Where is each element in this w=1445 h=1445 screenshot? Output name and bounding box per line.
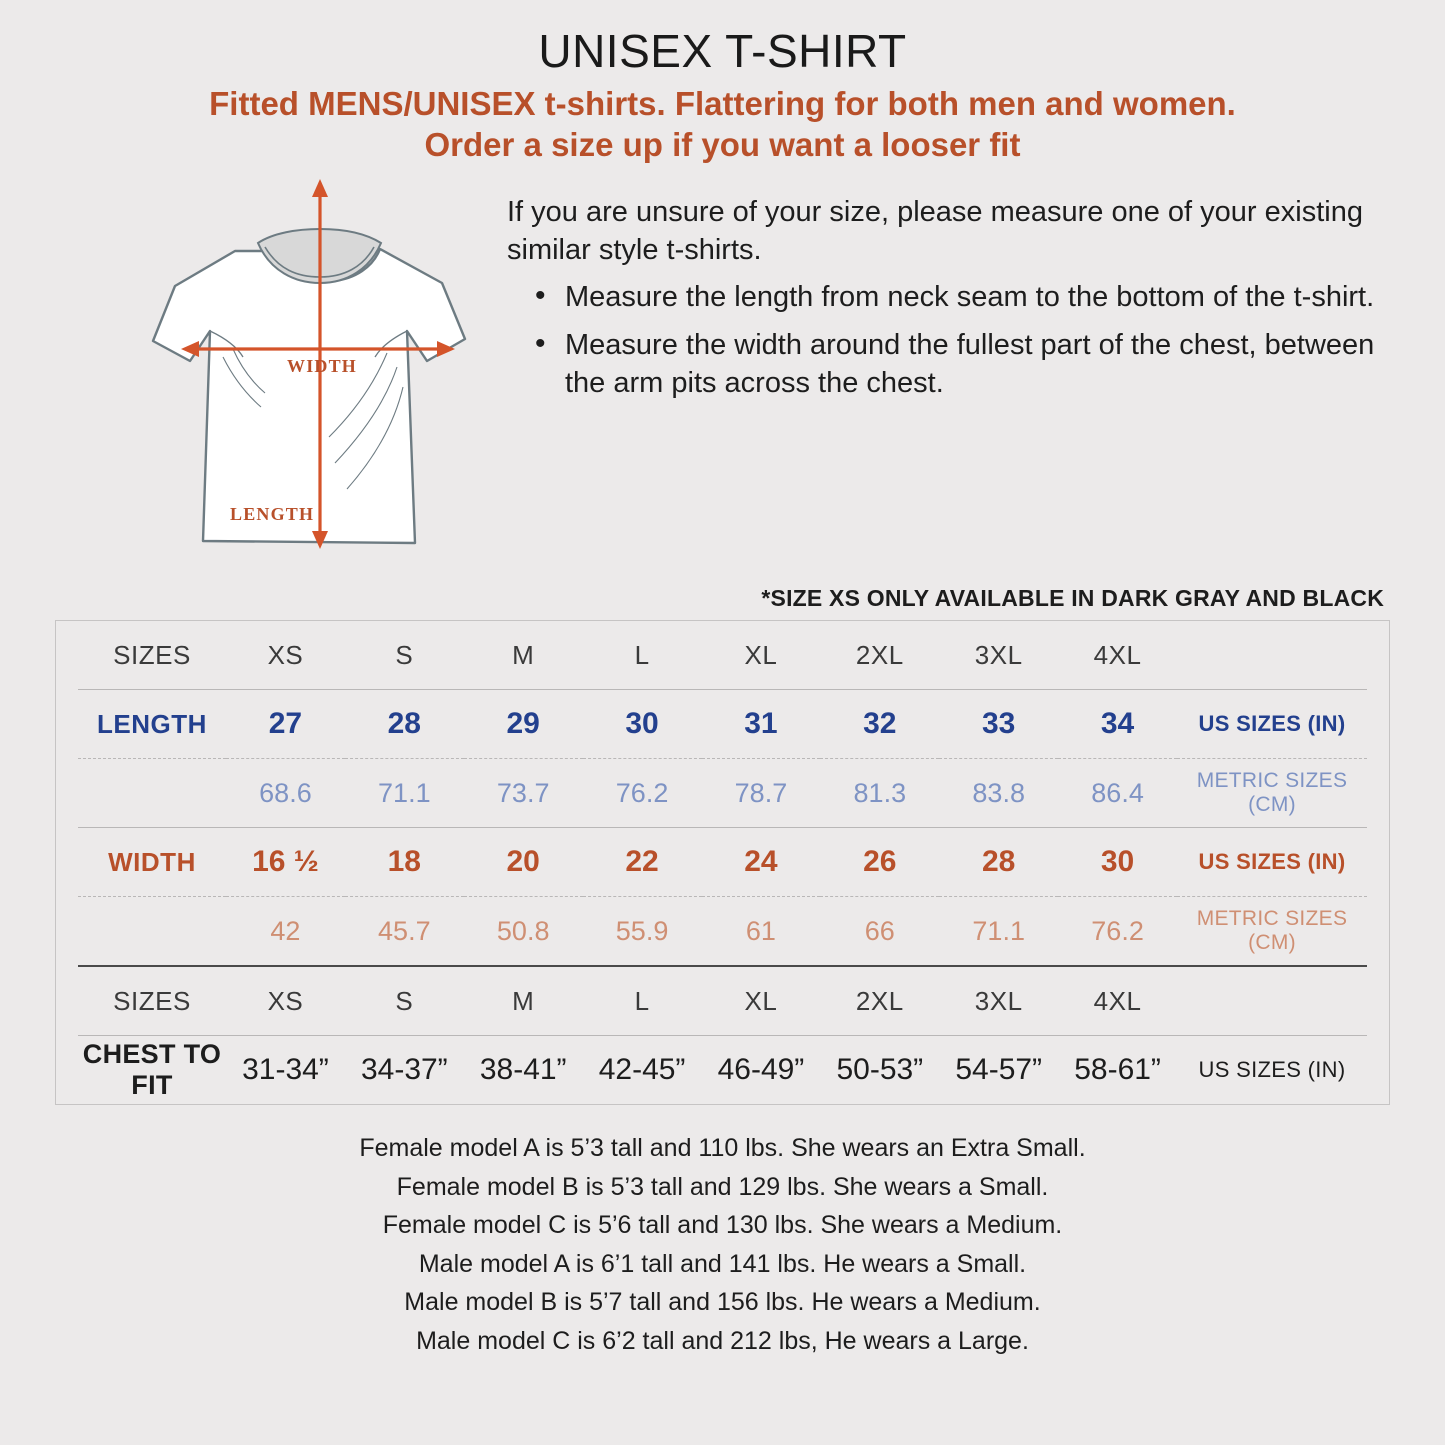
size-header-m: M	[464, 621, 583, 690]
size-table-container	[55, 620, 1390, 1105]
model-note-line: Female model C is 5’6 tall and 130 lbs. She wears a Medium.	[382, 1211, 1063, 1240]
length-in-m: 29	[464, 690, 583, 759]
model-note-line: Male model B is 5’7 tall and 156 lbs. He wears a Medium.	[404, 1288, 1041, 1317]
size-header-3xl: 3XL	[939, 621, 1058, 690]
length-in-s: 28	[345, 690, 464, 759]
chest-m: 38-41”	[479, 1053, 567, 1087]
availability-note: *SIZE XS ONLY AVAILABLE IN DARK GRAY AND BLACK	[761, 585, 1384, 612]
row-label-width: WIDTH	[78, 828, 226, 897]
size-header-xl: XL	[702, 621, 821, 690]
model-note-line: Male model A is 6’1 tall and 141 lbs. He wears a Small.	[418, 1249, 1027, 1278]
width-in-s: 18	[345, 828, 464, 897]
size-header-xs: XS	[226, 621, 345, 690]
row-label-length-metric	[78, 759, 226, 828]
width-cm-s: 45.7	[345, 897, 464, 967]
length-cm-l: 76.2	[583, 759, 702, 828]
length-unit-us: US SIZES (IN)	[1177, 690, 1367, 759]
table-row	[78, 897, 1367, 967]
length-in-4xl: 34	[1058, 690, 1177, 759]
size-header-4xl: 4XL	[1058, 621, 1177, 690]
row-label-chest-to-fit: CHEST TO FIT	[82, 1039, 222, 1101]
instructions-lead: If you are unsure of your size, please measure one of your existing similar style t-shirts.	[507, 196, 1363, 267]
width-in-l: 22	[583, 828, 702, 897]
table-row	[78, 966, 1367, 1036]
chest-size-header-xl: XL	[702, 966, 821, 1036]
row-label-length: LENGTH	[78, 690, 226, 759]
chest-size-header-4xl: 4XL	[1058, 966, 1177, 1036]
width-in-3xl: 28	[939, 828, 1058, 897]
width-cm-2xl: 66	[820, 897, 939, 967]
chest-size-header-l: L	[583, 966, 702, 1036]
instructions-list	[507, 278, 1390, 403]
subtitle-line-1: Fitted MENS/UNISEX t-shirts. Flattering for both men and women.	[209, 84, 1236, 122]
length-cm-4xl: 86.4	[1058, 759, 1177, 828]
list-item: • Measure the width around the fullest part of the chest, between the arm pits across the chest.	[565, 326, 1390, 403]
chest-sizes-header-label: SIZES	[78, 966, 226, 1036]
model-note-line: Female model B is 5’3 tall and 129 lbs. She wears a Small.	[396, 1172, 1049, 1201]
length-cm-s: 71.1	[345, 759, 464, 828]
length-in-3xl: 33	[939, 690, 1058, 759]
length-cm-xl: 78.7	[702, 759, 821, 828]
chest-3xl: 54-57”	[955, 1053, 1043, 1087]
chest-s: 34-37”	[360, 1053, 448, 1087]
width-in-4xl: 30	[1058, 828, 1177, 897]
chest-size-header-xs: XS	[226, 966, 345, 1036]
width-cm-xl: 61	[702, 897, 821, 967]
unit-header-empty	[1177, 621, 1367, 690]
width-cm-xs: 42	[226, 897, 345, 967]
width-cm-3xl: 71.1	[939, 897, 1058, 967]
chest-unit-header-empty	[1177, 966, 1367, 1036]
length-in-l: 30	[583, 690, 702, 759]
tshirt-diagram	[55, 171, 495, 571]
table-row	[78, 1036, 1367, 1105]
measuring-instructions	[495, 171, 1390, 412]
width-in-m: 20	[464, 828, 583, 897]
page-title: UNISEX T-SHIRT	[538, 25, 907, 77]
width-label: WIDTH	[287, 356, 358, 377]
subtitle-line-2: Order a size up if you want a looser fit	[424, 125, 1021, 163]
chest-size-header-s: S	[345, 966, 464, 1036]
table-row	[78, 621, 1367, 690]
table-row	[78, 759, 1367, 828]
width-cm-4xl: 76.2	[1058, 897, 1177, 967]
chest-l: 42-45”	[598, 1053, 686, 1087]
length-in-xl: 31	[702, 690, 821, 759]
width-in-2xl: 26	[820, 828, 939, 897]
table-row	[78, 828, 1367, 897]
model-notes	[55, 1131, 1390, 1359]
sizes-header-label: SIZES	[78, 621, 226, 690]
size-header-l: L	[583, 621, 702, 690]
row-label-width-metric	[78, 897, 226, 967]
model-note-line: Female model A is 5’3 tall and 110 lbs. She wears an Extra Small.	[359, 1134, 1086, 1163]
width-unit-us: US SIZES (IN)	[1177, 828, 1367, 897]
length-cm-xs: 68.6	[226, 759, 345, 828]
length-in-xs: 27	[226, 690, 345, 759]
size-table	[78, 621, 1367, 1104]
model-note-line: Male model C is 6’2 tall and 212 lbs, He wears a Large.	[416, 1326, 1029, 1355]
length-unit-metric: METRIC SIZES (CM)	[1177, 759, 1367, 828]
chest-size-header-3xl: 3XL	[939, 966, 1058, 1036]
table-row	[78, 690, 1367, 759]
width-cm-m: 50.8	[464, 897, 583, 967]
size-header-s: S	[345, 621, 464, 690]
chest-unit-us: US SIZES (IN)	[1198, 1057, 1346, 1083]
chest-xl: 46-49”	[717, 1053, 805, 1087]
page-subtitle	[85, 83, 1360, 166]
length-in-2xl: 32	[820, 690, 939, 759]
chest-4xl: 58-61”	[1074, 1053, 1161, 1087]
width-in-xs: 16 ½	[226, 828, 345, 897]
width-unit-metric: METRIC SIZES (CM)	[1177, 897, 1367, 967]
list-item: • Measure the length from neck seam to the bottom of the t-shirt.	[565, 278, 1390, 316]
chest-size-header-2xl: 2XL	[820, 966, 939, 1036]
width-cm-l: 55.9	[583, 897, 702, 967]
length-cm-3xl: 83.8	[939, 759, 1058, 828]
length-cm-m: 73.7	[464, 759, 583, 828]
chest-2xl: 50-53”	[836, 1053, 924, 1087]
width-in-xl: 24	[702, 828, 821, 897]
diagram-and-instructions	[55, 171, 1390, 581]
chest-size-header-m: M	[464, 966, 583, 1036]
chest-xs: 31-34”	[242, 1053, 329, 1087]
length-label: LENGTH	[230, 504, 315, 525]
length-cm-2xl: 81.3	[820, 759, 939, 828]
size-header-2xl: 2XL	[820, 621, 939, 690]
